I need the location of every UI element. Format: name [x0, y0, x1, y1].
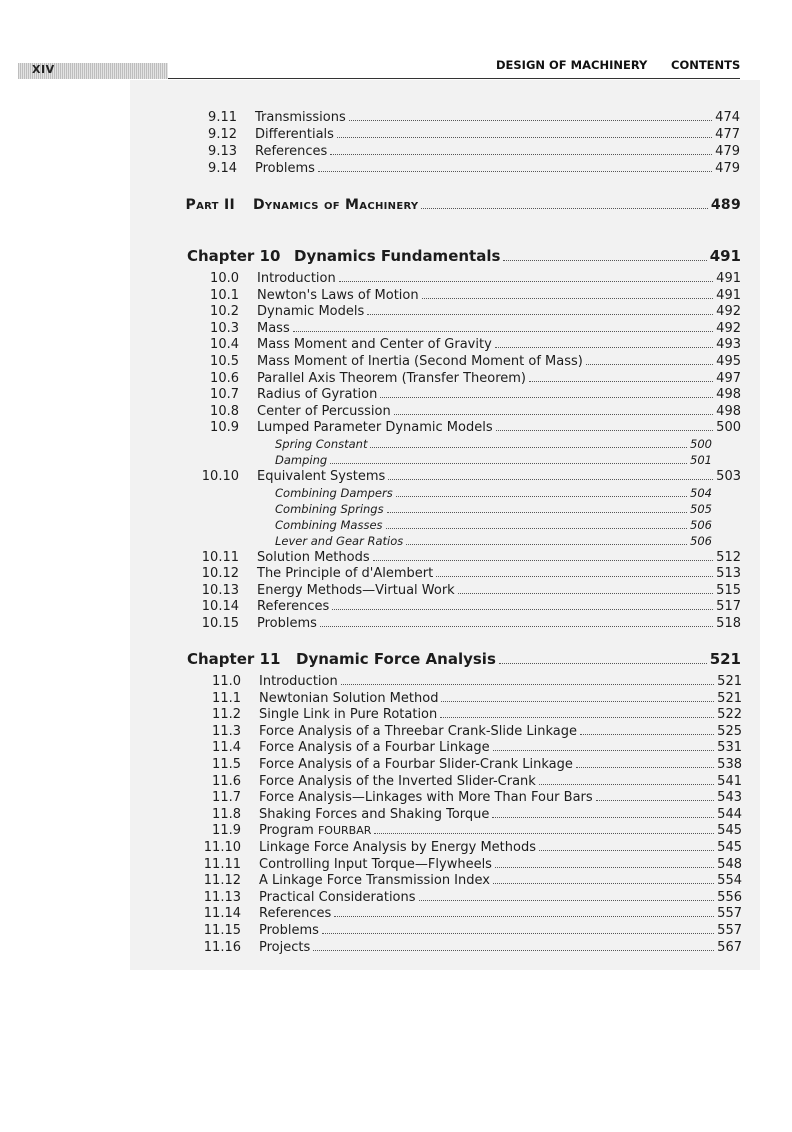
entry-number: 11.8: [212, 806, 241, 822]
toc-entry[interactable]: [0, 109, 792, 126]
toc-entry[interactable]: [0, 806, 792, 823]
entry-title: Transmissions: [255, 110, 346, 125]
entry-title: The Principle of d'Alembert: [257, 566, 434, 582]
entry-number: Part II: [185, 197, 235, 213]
entry-page-number: 518: [716, 616, 741, 631]
entry-title: Radius of Gyration: [257, 387, 378, 403]
entry-title: Mass Moment of Inertia (Second Moment of Mass): [257, 354, 583, 369]
entry-title: Dynamics of Machinery: [253, 197, 419, 213]
dot-leader: [580, 733, 714, 735]
dot-leader: [318, 170, 712, 172]
toc-entry[interactable]: [0, 723, 792, 740]
entry-title: Linkage Force Analysis by Energy Methods: [259, 840, 536, 855]
entry-number: 10.11: [201, 549, 239, 565]
toc-entry[interactable]: [0, 126, 792, 143]
entry-page-number: 498: [716, 387, 741, 403]
dot-leader: [367, 313, 713, 315]
entry-number: 11.5: [212, 757, 241, 772]
entry-number: 10.5: [210, 354, 239, 369]
entry-title: Dynamic Force Analysis: [296, 650, 496, 668]
toc-entry[interactable]: [0, 905, 792, 922]
entry-title: Combining Dampers: [275, 485, 393, 500]
entry-page-number: 521: [717, 690, 742, 706]
dot-leader: [332, 608, 713, 610]
entry-page-number: 556: [717, 889, 742, 905]
dot-leader: [441, 700, 714, 702]
entry-page-number: 543: [717, 790, 742, 806]
entry-number: 10.12: [201, 566, 239, 582]
toc-entry[interactable]: [0, 673, 792, 690]
entry-title: Mass Moment and Center of Gravity: [257, 337, 492, 353]
chapter-heading[interactable]: [0, 651, 792, 668]
entry-number: 11.14: [203, 906, 241, 922]
entry-page-number: 474: [715, 110, 740, 125]
entry-title: Problems: [259, 923, 319, 938]
toc-entry[interactable]: [0, 889, 792, 906]
dot-leader: [330, 153, 712, 155]
dot-leader: [495, 346, 713, 348]
entry-number: 11.15: [203, 923, 241, 938]
entry-number: 9.13: [208, 144, 237, 159]
entry-title: Center of Percussion: [257, 403, 391, 419]
entry-page-number: 505: [690, 501, 712, 516]
entry-page-number: 545: [717, 823, 742, 839]
entry-number: 10.4: [210, 337, 239, 353]
dot-leader: [330, 462, 687, 464]
toc-subentry[interactable]: [0, 485, 792, 502]
entry-title: Lever and Gear Ratios: [275, 533, 404, 548]
entry-title: Lumped Parameter Dynamic Models: [257, 420, 493, 436]
entry-title: Force Analysis of a Threebar Crank-Slide Linkage: [259, 723, 578, 739]
dot-leader: [394, 413, 713, 415]
entry-page-number: 491: [716, 271, 741, 286]
toc-entry[interactable]: [0, 468, 792, 485]
dot-leader: [396, 495, 687, 497]
toc-entry[interactable]: [0, 270, 792, 287]
running-head-title: DESIGN OF MACHINERY: [496, 58, 648, 72]
entry-number: 10.8: [210, 403, 239, 419]
entry-number: 10.3: [210, 320, 239, 336]
dot-leader: [493, 749, 715, 751]
dot-leader: [406, 543, 687, 545]
entry-title: Combining Springs: [275, 501, 384, 516]
dot-leader: [386, 527, 688, 529]
toc-entry[interactable]: [0, 773, 792, 790]
entry-page-number: 495: [716, 354, 741, 369]
toc-entry[interactable]: [0, 565, 792, 582]
dot-leader: [322, 932, 714, 934]
part-heading[interactable]: [0, 197, 792, 214]
entry-number: 11.9: [212, 823, 241, 839]
toc-entry[interactable]: [0, 370, 792, 387]
dot-leader: [293, 330, 713, 332]
entry-title: Force Analysis of a Fourbar Slider-Crank Linkage: [259, 757, 573, 772]
entry-page-number: 517: [716, 599, 741, 615]
entry-title: Damping: [275, 453, 328, 467]
dot-leader: [313, 949, 714, 951]
entry-number: 9.12: [208, 127, 237, 142]
dot-leader: [334, 915, 714, 917]
entry-title: Differentials: [255, 127, 334, 142]
entry-title: Energy Methods—Virtual Work: [257, 582, 455, 598]
toc-entry[interactable]: [0, 706, 792, 723]
entry-number: 11.2: [212, 707, 241, 723]
entry-number: 10.0: [210, 271, 239, 286]
header-rule: [168, 78, 740, 79]
toc-subentry[interactable]: [0, 517, 792, 534]
toc-entry[interactable]: [0, 598, 792, 615]
dot-leader: [440, 716, 714, 718]
dot-leader: [495, 866, 714, 868]
entry-title: Parallel Axis Theorem (Transfer Theorem): [257, 370, 526, 386]
entry-page-number: 493: [716, 337, 741, 353]
entry-number: 11.1: [212, 690, 241, 706]
entry-number: 11.3: [212, 723, 241, 739]
entry-page-number: 501: [690, 453, 712, 467]
dot-leader: [586, 363, 713, 365]
dot-leader: [349, 119, 712, 121]
dot-leader: [339, 280, 713, 282]
dot-leader: [387, 511, 687, 513]
entry-page-number: 525: [717, 723, 742, 739]
entry-title: Problems: [257, 616, 317, 631]
entry-title: Spring Constant: [275, 437, 368, 451]
entry-page-number: 506: [690, 517, 712, 532]
entry-title: Projects: [259, 939, 311, 955]
running-head-section: CONTENTS: [671, 58, 741, 72]
toc-entry[interactable]: [0, 336, 792, 353]
folio-badge: [18, 63, 168, 79]
entry-number: 11.12: [203, 873, 241, 889]
entry-page-number: 567: [717, 939, 742, 955]
dot-leader: [529, 380, 713, 382]
dot-leader: [539, 783, 714, 785]
entry-number: 11.13: [203, 889, 241, 905]
entry-title: References: [255, 144, 328, 159]
entry-page-number: 512: [716, 549, 741, 565]
toc-entry[interactable]: [0, 872, 792, 889]
entry-number: 10.6: [210, 370, 239, 386]
toc-entry[interactable]: [0, 756, 792, 773]
toc-entry[interactable]: [0, 739, 792, 756]
entry-page-number: 548: [717, 856, 742, 872]
entry-page-number: 522: [717, 707, 742, 723]
dot-leader: [421, 207, 707, 209]
entry-number: 11.0: [212, 674, 241, 689]
toc-entry[interactable]: [0, 789, 792, 806]
dot-leader: [596, 799, 715, 801]
entry-title: Single Link in Pure Rotation: [259, 707, 438, 723]
toc-entry[interactable]: [0, 690, 792, 707]
entry-number: Chapter 11: [187, 650, 281, 668]
entry-page-number: 498: [716, 403, 741, 419]
entry-page-number: 513: [716, 566, 741, 582]
dot-leader: [436, 575, 713, 577]
entry-number: 9.11: [208, 110, 237, 125]
toc-entry[interactable]: [0, 615, 792, 632]
entry-page-number: 500: [716, 420, 741, 436]
toc-entry[interactable]: [0, 549, 792, 566]
entry-number: 9.14: [208, 161, 237, 176]
dot-leader: [380, 396, 713, 398]
entry-page-number: 521: [709, 650, 741, 668]
entry-page-number: 544: [717, 806, 742, 822]
dot-leader: [492, 816, 714, 818]
entry-title: Problems: [255, 161, 315, 176]
entry-title: Program FOURBAR: [259, 823, 372, 839]
entry-number: 11.7: [212, 790, 241, 806]
entry-page-number: 500: [690, 437, 712, 451]
toc-subentry[interactable]: [0, 533, 792, 550]
dot-leader: [499, 662, 707, 664]
toc-entry[interactable]: [0, 939, 792, 956]
dot-leader: [370, 446, 687, 448]
dot-leader: [337, 136, 712, 138]
entry-title: References: [259, 906, 332, 922]
entry-title: Force Analysis of a Fourbar Linkage: [259, 740, 490, 756]
dot-leader: [458, 592, 713, 594]
entry-number: 11.10: [203, 840, 241, 855]
entry-title: Dynamic Models: [257, 304, 365, 320]
entry-page-number: 492: [716, 304, 741, 320]
dot-leader: [493, 882, 714, 884]
entry-number: 10.15: [201, 616, 239, 631]
entry-number: 10.1: [210, 287, 239, 303]
toc-subentry[interactable]: [0, 452, 792, 469]
entry-title: Practical Considerations: [259, 889, 416, 905]
toc-subentry[interactable]: [0, 501, 792, 518]
entry-number: 10.14: [201, 599, 239, 615]
dot-leader: [320, 625, 713, 627]
toc-entry[interactable]: [0, 582, 792, 599]
entry-page-number: 477: [715, 127, 740, 142]
entry-title: References: [257, 599, 330, 615]
toc-subentry[interactable]: [0, 436, 792, 453]
dot-leader: [539, 849, 714, 851]
toc-entry[interactable]: [0, 386, 792, 403]
entry-number: 11.11: [203, 856, 241, 872]
entry-page-number: 479: [715, 144, 740, 159]
dot-leader: [422, 297, 714, 299]
entry-number: 10.7: [210, 387, 239, 403]
entry-number: 10.13: [201, 582, 239, 598]
entry-title: Equivalent Systems: [257, 469, 386, 484]
entry-number: Chapter 10: [187, 247, 281, 265]
entry-title: A Linkage Force Transmission Index: [259, 873, 490, 889]
entry-page-number: 489: [710, 197, 741, 213]
toc-entry[interactable]: [0, 419, 792, 436]
entry-title: Solution Methods: [257, 549, 370, 565]
entry-title: Force Analysis—Linkages with More Than Four Bars: [259, 790, 593, 806]
toc-entry[interactable]: [0, 160, 792, 177]
dot-leader: [496, 429, 714, 431]
toc-entry[interactable]: [0, 856, 792, 873]
entry-title: Introduction: [257, 271, 336, 286]
dot-leader: [388, 478, 713, 480]
toc-entry[interactable]: [0, 353, 792, 370]
entry-page-number: 515: [716, 582, 741, 598]
entry-number: 10.2: [210, 304, 239, 320]
entry-title: Newton's Laws of Motion: [257, 287, 419, 303]
entry-title: Force Analysis of the Inverted Slider-Crank: [259, 773, 536, 789]
entry-title: Controlling Input Torque—Flywheels: [259, 856, 492, 872]
entry-page-number: 503: [716, 469, 741, 484]
entry-page-number: 479: [715, 161, 740, 176]
entry-number: 11.6: [212, 773, 241, 789]
entry-number: 11.16: [203, 939, 241, 955]
entry-page-number: 491: [709, 247, 741, 265]
entry-number: 10.10: [201, 469, 239, 484]
entry-page-number: 531: [717, 740, 742, 756]
entry-page-number: 497: [716, 370, 741, 386]
entry-title: Mass: [257, 320, 290, 336]
page-folio: XIV: [32, 63, 55, 76]
dot-leader: [373, 559, 714, 561]
entry-page-number: 557: [717, 923, 742, 938]
entry-title: Combining Masses: [275, 517, 383, 532]
dot-leader: [341, 683, 714, 685]
entry-page-number: 491: [716, 287, 741, 303]
entry-title: Dynamics Fundamentals: [294, 247, 501, 265]
toc-entry[interactable]: [0, 822, 792, 839]
dot-leader: [374, 832, 714, 834]
toc-entry[interactable]: [0, 922, 792, 939]
entry-title: Newtonian Solution Method: [259, 690, 439, 706]
toc-entry[interactable]: [0, 403, 792, 420]
entry-number: 10.9: [210, 420, 239, 436]
entry-page-number: 492: [716, 320, 741, 336]
dot-leader: [576, 766, 714, 768]
toc-entry[interactable]: [0, 839, 792, 856]
entry-page-number: 554: [717, 873, 742, 889]
entry-title: Shaking Forces and Shaking Torque: [259, 806, 490, 822]
entry-number: 11.4: [212, 740, 241, 756]
entry-title: Introduction: [259, 674, 338, 689]
toc-entry[interactable]: [0, 143, 792, 160]
chapter-heading[interactable]: [0, 248, 792, 265]
entry-page-number: 521: [717, 674, 742, 689]
toc-entry[interactable]: [0, 303, 792, 320]
entry-page-number: 504: [690, 485, 712, 500]
dot-leader: [419, 899, 715, 901]
entry-page-number: 557: [717, 906, 742, 922]
toc-entry[interactable]: [0, 320, 792, 337]
entry-page-number: 506: [690, 533, 712, 548]
entry-page-number: 541: [717, 773, 742, 789]
entry-page-number: 538: [717, 757, 742, 772]
entry-page-number: 545: [717, 840, 742, 855]
dot-leader: [503, 259, 706, 261]
toc-entry[interactable]: [0, 287, 792, 304]
